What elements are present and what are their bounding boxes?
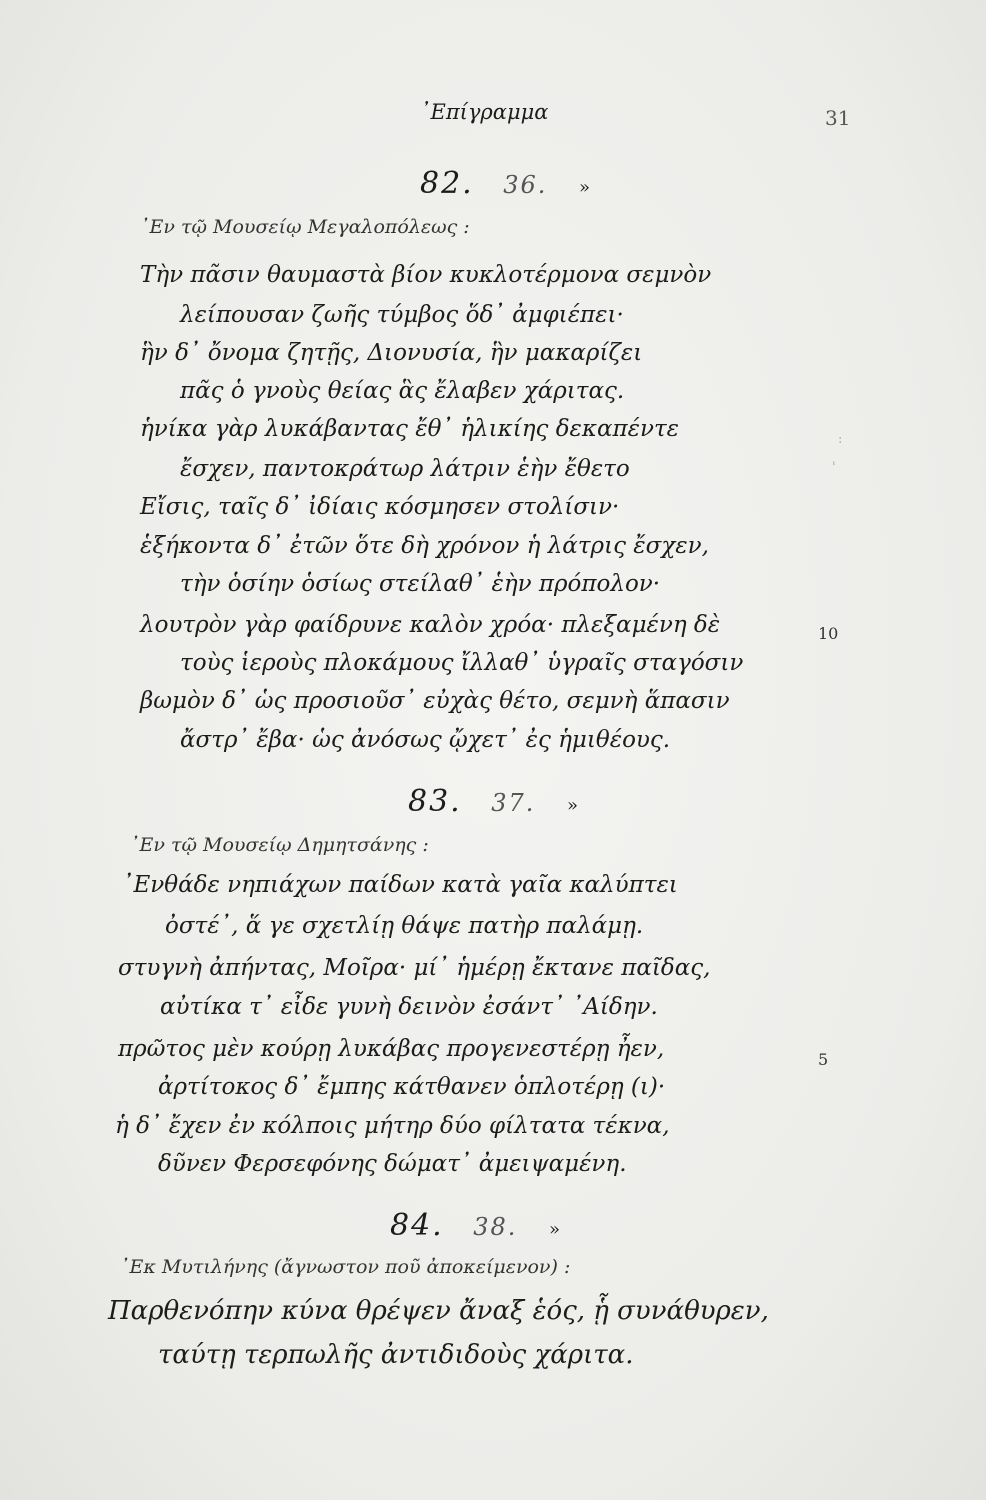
epigram-location: ᾿Εκ Μυτιλήνης (ἄγνωστον ποῦ ἀποκείμενον) : [120,1256,571,1278]
verse-line: ἔσχεν, παντοκράτωρ λάτριν ἑὴν ἔθετο [180,456,630,482]
epigram-heading [408,784,580,819]
verse-line: ᾿Ενθάδε νηπιάχων παίδων κατὰ γαῖα καλύπτει [122,872,678,898]
verse-line: βωμὸν δ᾿ ὡς προσιοῦσ᾿ εὐχὰς θέτο, σεμνὴ ἅπασιν [140,688,730,714]
verse-line: τὴν ὁσίην ὁσίως στείλαθ᾿ ἑὴν πρόπολον· [180,571,661,597]
verse-line: λουτρὸν γὰρ φαίδρυνε καλὸν χρόα· πλεξαμένη δὲ [140,612,721,638]
verse-line: πᾶς ὁ γνοὺς θείας ἃς ἔλαβεν χάριτας. [180,378,625,404]
page-number: 31 [825,106,851,130]
verse-line: ἡ δ᾿ ἔχεν ἐν κόλποις μήτηρ δύο φίλτατα τέκνα, [115,1113,670,1139]
verse-line: στυγνὴ ἀπήντας, Μοῖρα· μί᾿ ἡμέρῃ ἔκτανε παῖδας, [118,955,711,981]
epigram-heading [390,1208,562,1243]
ditto-mark: » [548,1219,562,1240]
verse-line: τοὺς ἱεροὺς πλοκάμους ἴλλαθ᾿ ὑγραῖς σταγόσιν [180,650,744,676]
verse-line: αὐτίκα τ᾿ εἶδε γυνὴ δεινὸν ἐσάντ᾿ ᾿Αίδην. [160,994,658,1020]
epigram-heading [420,166,592,201]
epigram-reference: 36. [503,171,548,199]
verse-line: ὀστέ᾿, ἅ γε σχετλίῃ θάψε πατὴρ παλάμῃ. [165,913,644,939]
margin-mark: : [838,432,843,447]
line-number-marker: 5 [818,1050,829,1069]
ditto-mark: » [566,795,580,816]
line-number-marker: 10 [818,624,839,643]
margin-mark: ' [832,460,836,475]
epigram-number: 84. [390,1208,444,1243]
verse-line: πρῶτος μὲν κούρῃ λυκάβας προγενεστέρῃ ἦεν, [118,1036,665,1062]
epigram-reference: 38. [473,1213,518,1241]
verse-line: δῦνεν Φερσεφόνης δώματ᾿ ἀμειψαμένη. [158,1151,627,1177]
epigram-location: ᾿Εν τῷ Μουσείῳ Δημητσάνης : [130,834,429,856]
verse-line: ἣν δ᾿ ὄνομα ζητῇς, Διονυσία, ἣν μακαρίζει [140,340,643,366]
ditto-mark: » [578,177,592,198]
epigram-location: ᾿Εν τῷ Μουσείῳ Μεγαλοπόλεως : [140,216,470,238]
verse-line: Εἴσις, ταῖς δ᾿ ἰδίαις κόσμησεν στολίσιν· [140,494,620,520]
verse-line: λείπουσαν ζωῆς τύμβος ὅδ᾿ ἀμφιέπει· [180,302,624,328]
verse-line: ἑξήκοντα δ᾿ ἐτῶν ὅτε δὴ χρόνον ἡ λάτρις ἔσχεν, [140,533,709,559]
verse-line: Παρθενόπην κύνα θρέψεν ἄναξ ἑός, ᾗ συνάθυρεν, [108,1296,769,1326]
running-head: ᾿Επίγραμμα [420,100,549,124]
verse-line: ἀρτίτοκος δ᾿ ἔμπης κάτθανεν ὁπλοτέρῃ (ι)· [158,1074,666,1100]
verse-line: Τὴν πᾶσιν θαυμαστὰ βίον κυκλοτέρμονα σεμνὸν [140,262,712,288]
epigram-number: 83. [408,784,462,819]
epigram-number: 82. [420,166,474,201]
verse-line: ἄστρ᾿ ἔβα· ὡς ἀνόσως ᾤχετ᾿ ἐς ἡμιθέους. [180,727,671,753]
verse-line: ἡνίκα γὰρ λυκάβαντας ἔθ᾿ ἡλικίης δεκαπέντε [140,416,680,442]
epigram-reference: 37. [491,789,536,817]
verse-line: ταύτῃ τερπωλῆς ἀντιδιδοὺς χάριτα. [158,1340,634,1370]
